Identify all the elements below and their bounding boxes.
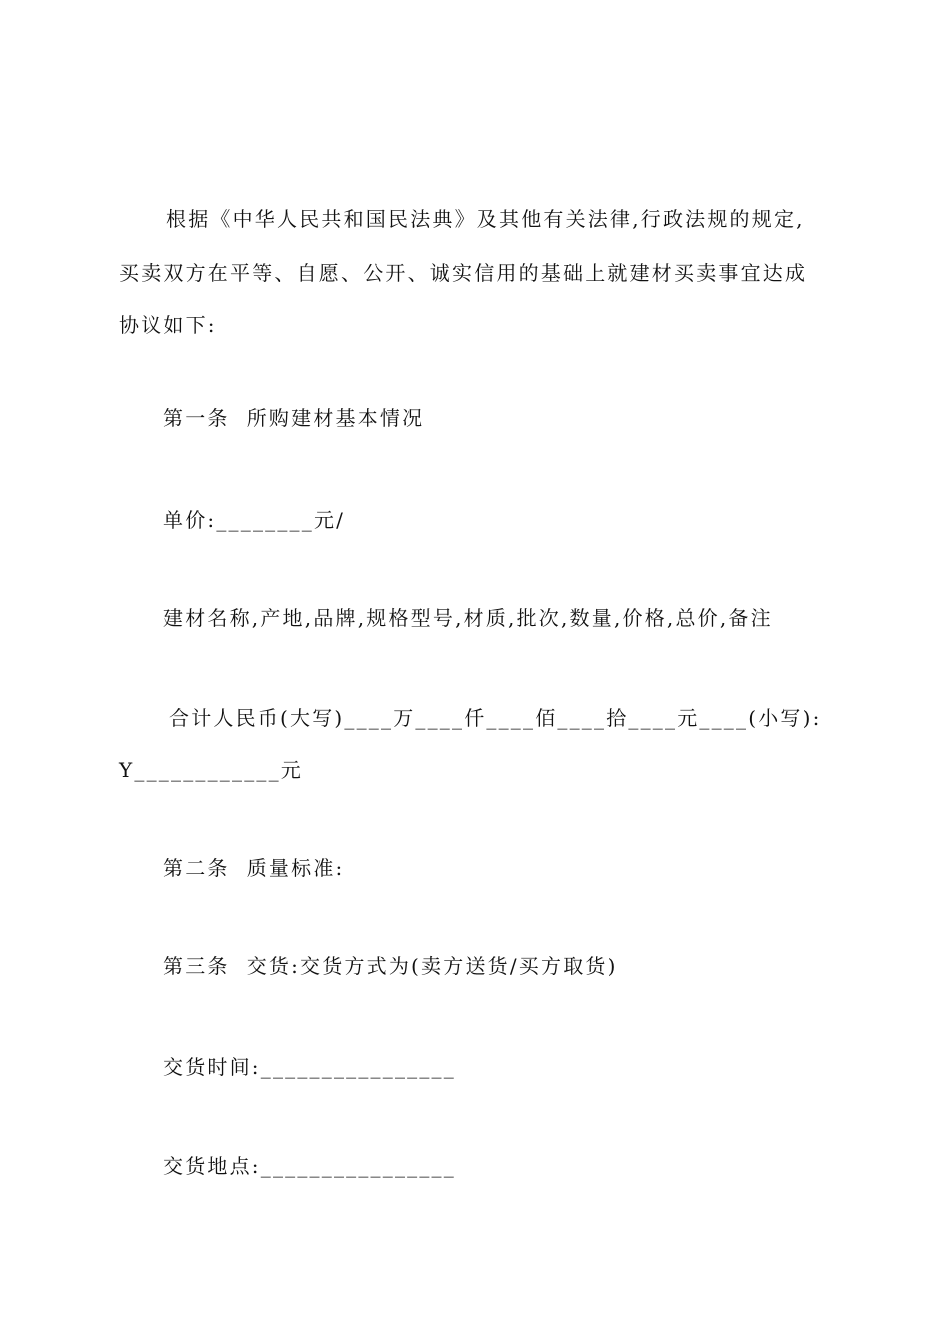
intro-line-1: 根据《中华人民共和国民法典》及其他有关法律,行政法规的规定, [166, 207, 805, 231]
intro-line-3: 协议如下: [119, 313, 217, 337]
intro-line-2: 买卖双方在平等、自愿、公开、诚实信用的基础上就建材买卖事宜达成 [119, 261, 808, 285]
article-2-heading: 第二条 质量标准: [163, 856, 345, 880]
article-3-heading: 第三条 交货:交货方式为(卖方送货/买方取货) [163, 954, 618, 978]
delivery-place-line: 交货地点:________________ [163, 1154, 456, 1178]
total-amount-line-1: 合计人民币(大写)____万____仟____佰____拾____元____(小写): [169, 706, 822, 730]
unit-price-line: 单价:________元/ [163, 508, 346, 532]
total-amount-line-2: Y____________元 [119, 758, 304, 782]
material-fields-line: 建材名称,产地,品牌,规格型号,材质,批次,数量,价格,总价,备注 [163, 606, 773, 630]
article-1-heading: 第一条 所购建材基本情况 [163, 406, 425, 430]
delivery-time-line: 交货时间:________________ [163, 1055, 456, 1079]
